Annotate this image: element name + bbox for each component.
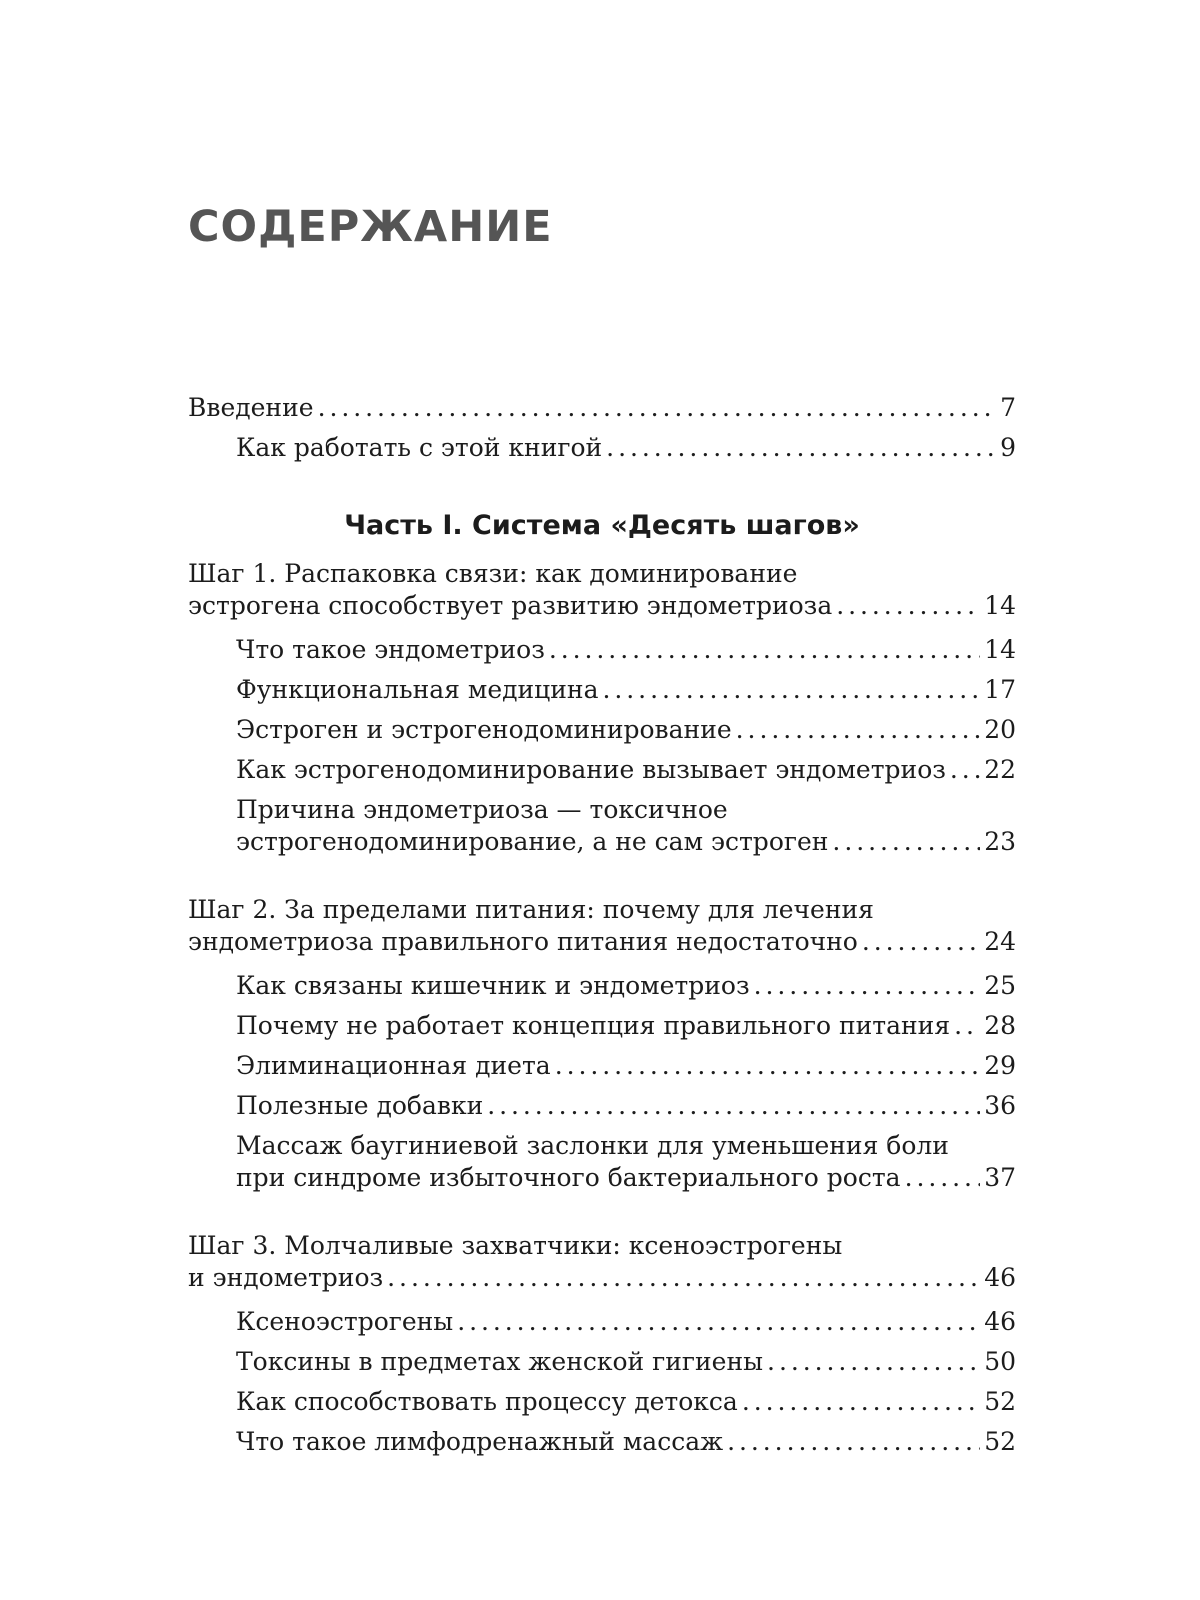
toc-entry-page: 28 [984, 1011, 1016, 1040]
toc-entry[interactable] [188, 1006, 1016, 1046]
toc-entry-page: 50 [984, 1347, 1016, 1376]
toc-entry-page: 46 [984, 1263, 1016, 1292]
toc-entry[interactable] [188, 630, 1016, 670]
toc-entry-title-line2: эстрогенодоминирование, а не сам эстроген [236, 827, 829, 856]
dot-leader [606, 428, 996, 468]
dot-leader [862, 926, 980, 958]
toc-entry-title: Эстроген и эстрогенодоминирование [236, 715, 732, 744]
toc-entry-title: Что такое эндометриоз [236, 635, 545, 664]
toc-entry-title: Что такое лимфодренажный массаж [236, 1427, 724, 1456]
toc-entry-page: 14 [984, 591, 1016, 620]
dot-leader [954, 1006, 980, 1046]
toc-entry[interactable] [188, 1422, 1016, 1462]
toc-entry[interactable] [188, 710, 1016, 750]
toc-entry-title: Введение [188, 393, 314, 422]
dot-leader [767, 1342, 980, 1382]
toc-chapter-title-line2-row [188, 590, 1016, 622]
dot-leader [603, 670, 981, 710]
toc-entry-page: 37 [984, 1163, 1016, 1192]
toc-entry-title: Элиминационная диета [236, 1051, 551, 1080]
toc-entry-page: 24 [984, 927, 1016, 956]
dot-leader [457, 1302, 980, 1342]
dot-leader [727, 1422, 980, 1462]
toc-entry-title: Почему не работает концепция правильного питания [236, 1011, 951, 1040]
toc-entry-page: 17 [984, 675, 1016, 704]
toc-chapter-title-line2-row [188, 1262, 1016, 1294]
toc-chapter-step2[interactable] [188, 894, 1016, 958]
toc-entry-title-line2-row [188, 1162, 1016, 1194]
toc-entry[interactable] [188, 1382, 1016, 1422]
toc-entry[interactable] [188, 670, 1016, 710]
toc-entry-title: Как эстрогенодоминирование вызывает эндометриоз [236, 755, 946, 784]
page-title: СОДЕРЖАНИЕ [188, 202, 553, 252]
toc-entry-page: 20 [984, 715, 1016, 744]
toc-entry-title: Как связаны кишечник и эндометриоз [236, 971, 750, 1000]
dot-leader [832, 826, 980, 858]
toc-chapter-step3[interactable] [188, 1230, 1016, 1294]
toc-entry-page: 25 [984, 971, 1016, 1000]
toc-entry-page: 7 [1000, 393, 1016, 422]
toc-entry[interactable] [188, 1342, 1016, 1382]
toc-entry-title-line2: при синдроме избыточного бактериального роста [236, 1163, 901, 1192]
toc-entry-title-line2-row [188, 826, 1016, 858]
dot-leader [754, 966, 981, 1006]
toc-entry-title: Как способствовать процессу детокса [236, 1387, 738, 1416]
toc-entry-page: 22 [984, 755, 1016, 784]
toc-entry-page: 14 [984, 635, 1016, 664]
toc-entry-title-line1: Причина эндометриоза — токсичное [236, 795, 728, 824]
part-heading: Часть I. Система «Десять шагов» [344, 510, 860, 541]
toc-entry-page: 46 [984, 1307, 1016, 1336]
toc-chapter-title-line2: эстрогена способствует развитию эндометриоза [188, 591, 833, 620]
toc-chapter-title-line1: Шаг 3. Молчаливые захватчики: ксеноэстрогены [188, 1231, 843, 1260]
dot-leader [736, 710, 981, 750]
toc-chapter-title-line2: и эндометриоз [188, 1263, 384, 1292]
table-of-contents [188, 388, 1016, 1462]
toc-entry-intro[interactable] [188, 388, 1016, 428]
toc-entry-title: Как работать с этой книгой [236, 433, 603, 462]
toc-entry-multiline[interactable] [188, 1130, 1016, 1194]
toc-chapter-step1[interactable] [188, 558, 1016, 622]
toc-entry-page: 52 [984, 1427, 1016, 1456]
toc-entry-title-line1: Массаж баугиниевой заслонки для уменьшения боли [236, 1131, 949, 1160]
toc-entry[interactable] [188, 1046, 1016, 1086]
dot-leader [487, 1086, 980, 1126]
dot-leader [555, 1046, 981, 1086]
dot-leader [318, 388, 997, 428]
toc-entry-page: 36 [984, 1091, 1016, 1120]
toc-entry-multiline[interactable] [188, 794, 1016, 858]
toc-entry[interactable] [188, 966, 1016, 1006]
toc-entry[interactable] [188, 1302, 1016, 1342]
dot-leader [905, 1162, 981, 1194]
toc-entry-title: Полезные добавки [236, 1091, 484, 1120]
toc-chapter-title-line1: Шаг 2. За пределами питания: почему для лечения [188, 895, 874, 924]
toc-entry-page: 23 [984, 827, 1016, 856]
toc-entry-title: Токсины в предметах женской гигиены [236, 1347, 764, 1376]
toc-entry[interactable] [188, 750, 1016, 790]
toc-entry-how-to[interactable] [188, 428, 1016, 468]
dot-leader [387, 1262, 980, 1294]
toc-entry-page: 29 [984, 1051, 1016, 1080]
toc-chapter-title-line2: эндометриоза правильного питания недостаточно [188, 927, 858, 956]
toc-entry-title: Функциональная медицина [236, 675, 599, 704]
toc-chapter-title-line1: Шаг 1. Распаковка связи: как доминирование [188, 559, 798, 588]
toc-entry-page: 9 [1000, 433, 1016, 462]
toc-chapter-title-line2-row [188, 926, 1016, 958]
dot-leader [950, 750, 980, 790]
dot-leader [549, 630, 980, 670]
toc-entry[interactable] [188, 1086, 1016, 1126]
toc-entry-page: 52 [984, 1387, 1016, 1416]
toc-entry-title: Ксеноэстрогены [236, 1307, 454, 1336]
dot-leader [742, 1382, 980, 1422]
dot-leader [836, 590, 980, 622]
